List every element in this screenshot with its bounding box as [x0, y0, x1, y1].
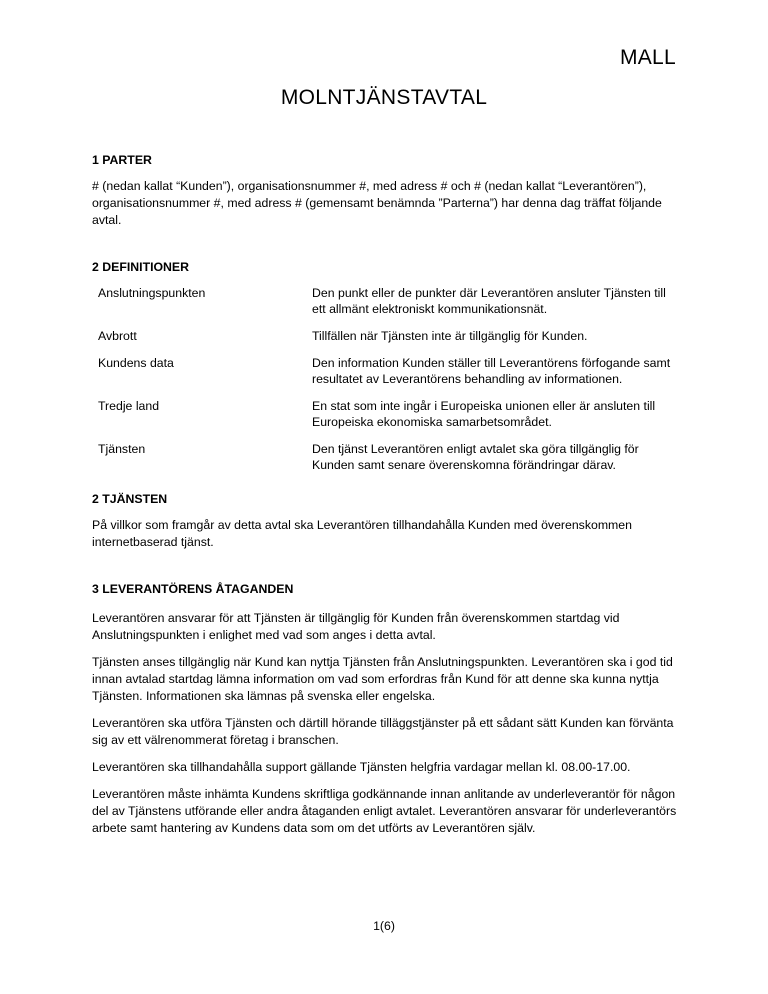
page-number: 1(6)	[373, 919, 395, 933]
definition-term: Kundens data	[98, 356, 174, 370]
ataganden-paragraph: Leverantören ansvarar för att Tjänsten är tillgänglig för Kunden från överenskommen startdag vid Anslutningspunkten i enlighet med vad som anges i detta avtal.	[92, 611, 620, 642]
definition-description: Den punkt eller de punkter där Leverantören ansluter Tjänsten till ett allmänt elektroniskt kommunikationsnät.	[312, 286, 666, 316]
section-heading-definitioner: 2 DEFINITIONER	[92, 260, 190, 274]
definition-row	[92, 328, 682, 355]
ataganden-paragraph: Leverantören ska tillhandahålla support gällande Tjänsten helgfria vardagar mellan kl. 08.00-17.00.	[92, 760, 631, 774]
definition-term: Tredje land	[98, 399, 160, 413]
parter-paragraph: # (nedan kallat “Kunden”), organisationsnummer #, med adress # och # (nedan kallat “Leverantören”), organisationsnummer #, med adress # (gemensamt benämnda ”Parterna”) har denna dag träffat följande avtal.	[92, 179, 662, 227]
document-title: MOLNTJÄNSTAVTAL	[280, 86, 488, 109]
tjansten-paragraph: På villkor som framgår av detta avtal ska Leverantören tillhandahålla Kunden med överenskommen internetbaserad tjänst.	[92, 518, 632, 549]
section-heading-tjansten: 2 TJÄNSTEN	[92, 492, 168, 506]
definition-row	[92, 441, 682, 484]
ataganden-paragraph: Leverantören ska utföra Tjänsten och därtill hörande tilläggstjänster på ett sådant sätt Kunden kan förvänta sig av ett välrenommerat företag i branschen.	[92, 716, 674, 747]
ataganden-paragraph: Leverantören måste inhämta Kundens skriftliga godkännande innan anlitande av underleverantör för någon del av Tjänstens utförande eller andra åtaganden enligt avtalet. Leverantören ansvarar för underleverantörs arbete samt hantering av Kundens data som om det utförts av Leverantören själv.	[92, 787, 677, 835]
definition-row	[92, 398, 682, 441]
document-body	[92, 152, 682, 837]
definition-term: Tjänsten	[98, 442, 146, 456]
section-heading-parter: 1 PARTER	[92, 153, 152, 167]
definition-term: Anslutningspunkten	[98, 286, 206, 300]
ataganden-paragraph: Tjänsten anses tillgänglig när Kund kan nyttja Tjänsten från Anslutningspunkten. Leverantören ska i god tid innan avtalad startdag lämna information om vad som erfordras från Kund för att denne ska kunna nyttja Tjänsten. Informationen ska lämnas på svenska eller engelska.	[92, 655, 673, 703]
template-label: MALL	[619, 46, 676, 69]
definition-term: Avbrott	[98, 329, 137, 343]
definition-row	[92, 355, 682, 398]
definition-description: Den information Kunden ställer till Leverantörens förfogande samt resultatet av Leverantörens behandling av informationen.	[312, 356, 671, 386]
definitions-table	[92, 285, 682, 484]
definition-description: Tillfällen när Tjänsten inte är tillgänglig för Kunden.	[312, 329, 588, 343]
definition-row	[92, 285, 682, 328]
definition-description: En stat som inte ingår i Europeiska unionen eller är ansluten till Europeiska ekonomiska samarbetsområdet.	[312, 399, 656, 429]
section-heading-leverantorens-ataganden: 3 LEVERANTÖRENS ÅTAGANDEN	[92, 582, 294, 596]
definition-description: Den tjänst Leverantören enligt avtalet ska göra tillgänglig för Kunden samt senare överenskomna förändringar därav.	[312, 442, 639, 472]
